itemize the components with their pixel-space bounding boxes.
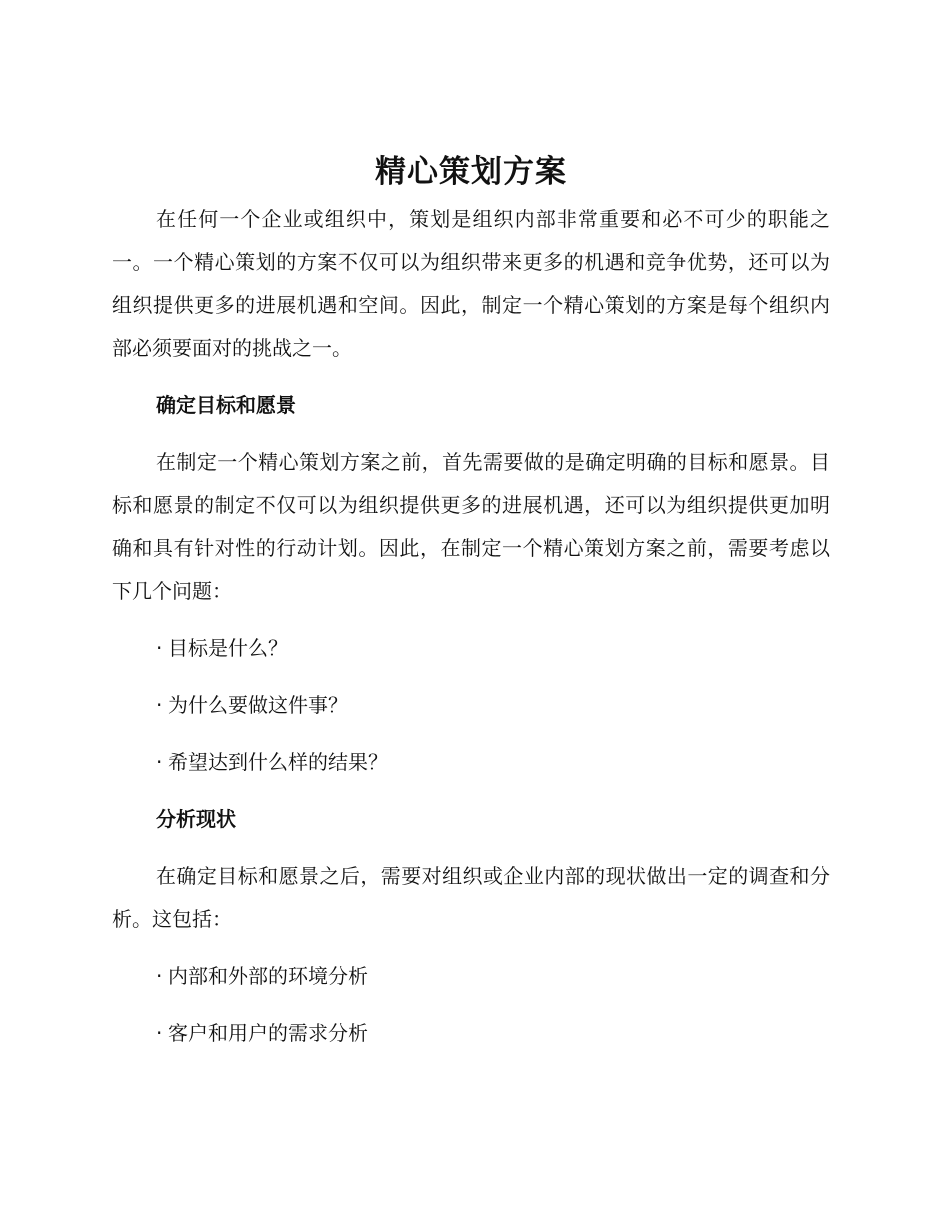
list-item — [112, 627, 830, 670]
page-title: 精心策划方案 — [375, 154, 567, 190]
list-item — [112, 684, 830, 727]
list-item-text: 为什么要做这件事？ — [168, 693, 348, 717]
bullet-symbol: · — [156, 964, 163, 988]
list-item — [112, 741, 830, 784]
spacer — [112, 613, 830, 627]
section-body-status: 在确定目标和愿景之后，需要对组织或企业内部的现状做出一定的调查和分析。这包括： — [112, 864, 830, 931]
spacer — [112, 941, 830, 955]
bullet-symbol: · — [156, 1021, 163, 1045]
list-item — [112, 955, 830, 998]
list-item-text: 客户和用户的需求分析 — [168, 1021, 368, 1045]
list-item-text: 希望达到什么样的结果？ — [168, 750, 388, 774]
section-body-goals: 在制定一个精心策划方案之前，首先需要做的是确定明确的目标和愿景。目标和愿景的制定不仅可以为组织提供更多的进展机遇，还可以为组织提供更加明确和具有针对性的行动计划。因此，在制定一个精心策划方案之前，需要考虑以下几个问题： — [112, 450, 830, 603]
bullet-symbol: · — [156, 750, 163, 774]
spacer — [112, 370, 830, 384]
bullet-list-status — [112, 955, 830, 1055]
spacer — [112, 841, 830, 855]
intro-paragraph: 在任何一个企业或组织中，策划是组织内部非常重要和必不可少的职能之一。一个精心策划的方案不仅可以为组织带来更多的机遇和竞争优势，还可以为组织提供更多的进展机遇和空间。因此，制定一个精心策划的方案是每个组织内部必须要面对的挑战之一。 — [112, 207, 830, 360]
bullet-symbol: · — [156, 636, 163, 660]
bullet-list-goals — [112, 627, 830, 784]
section-heading-goals: 确定目标和愿景 — [156, 393, 296, 417]
spacer — [112, 784, 830, 798]
list-item — [112, 1012, 830, 1055]
bullet-symbol: · — [156, 693, 163, 717]
list-item-text: 内部和外部的环境分析 — [168, 964, 368, 988]
spacer — [112, 427, 830, 441]
list-item-text: 目标是什么？ — [168, 636, 288, 660]
section-heading-status: 分析现状 — [156, 807, 236, 831]
